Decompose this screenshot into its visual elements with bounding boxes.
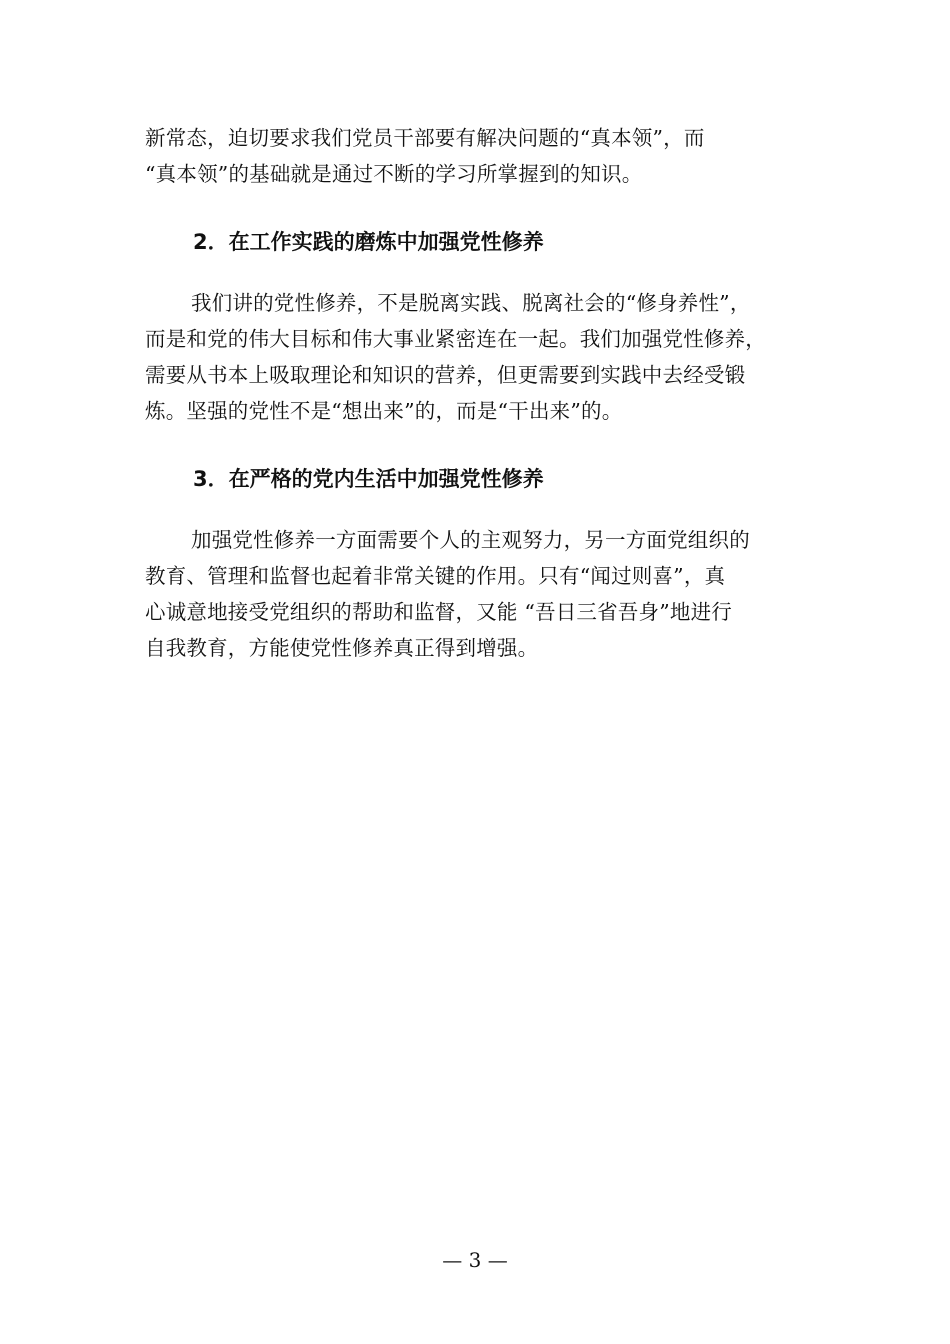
page-body (145, 120, 820, 666)
section-3-heading: 3．在严格的党内生活中加强党性修养 (193, 467, 544, 491)
paragraph-line: 加强党性修养一方面需要个人的主观努力，另一方面党组织的 (191, 528, 750, 552)
paragraph-line: 炼。坚强的党性不是“想出来”的，而是“干出来”的。 (145, 399, 623, 423)
paragraph-line: 我们讲的党性修养，不是脱离实践、脱离社会的“修身养性”， (191, 291, 751, 315)
section-2-heading: 2．在工作实践的磨炼中加强党性修养 (193, 230, 544, 254)
section-2-paragraph (145, 285, 820, 429)
paragraph-line: 自我教育，方能使党性修养真正得到增强。 (145, 636, 539, 660)
paragraph-line: “真本领”的基础就是通过不断的学习所掌握到的知识。 (145, 162, 643, 186)
paragraph-line: 需要从书本上吸取理论和知识的营养，但更需要到实践中去经受锻 (145, 363, 746, 387)
section-3-paragraph (145, 522, 820, 666)
paragraph-line: 新常态，迫切要求我们党员干部要有解决问题的“真本领”，而 (145, 126, 705, 150)
intro-paragraph (145, 120, 820, 192)
page-number: — 3 — (442, 1248, 508, 1272)
paragraph-line: 心诚意地接受党组织的帮助和监督，又能 “吾日三省吾身”地进行 (145, 600, 732, 624)
paragraph-line: 教育、管理和监督也起着非常关键的作用。只有“闻过则喜”，真 (145, 564, 726, 588)
paragraph-line: 而是和党的伟大目标和伟大事业紧密连在一起。我们加强党性修养， (145, 327, 766, 351)
